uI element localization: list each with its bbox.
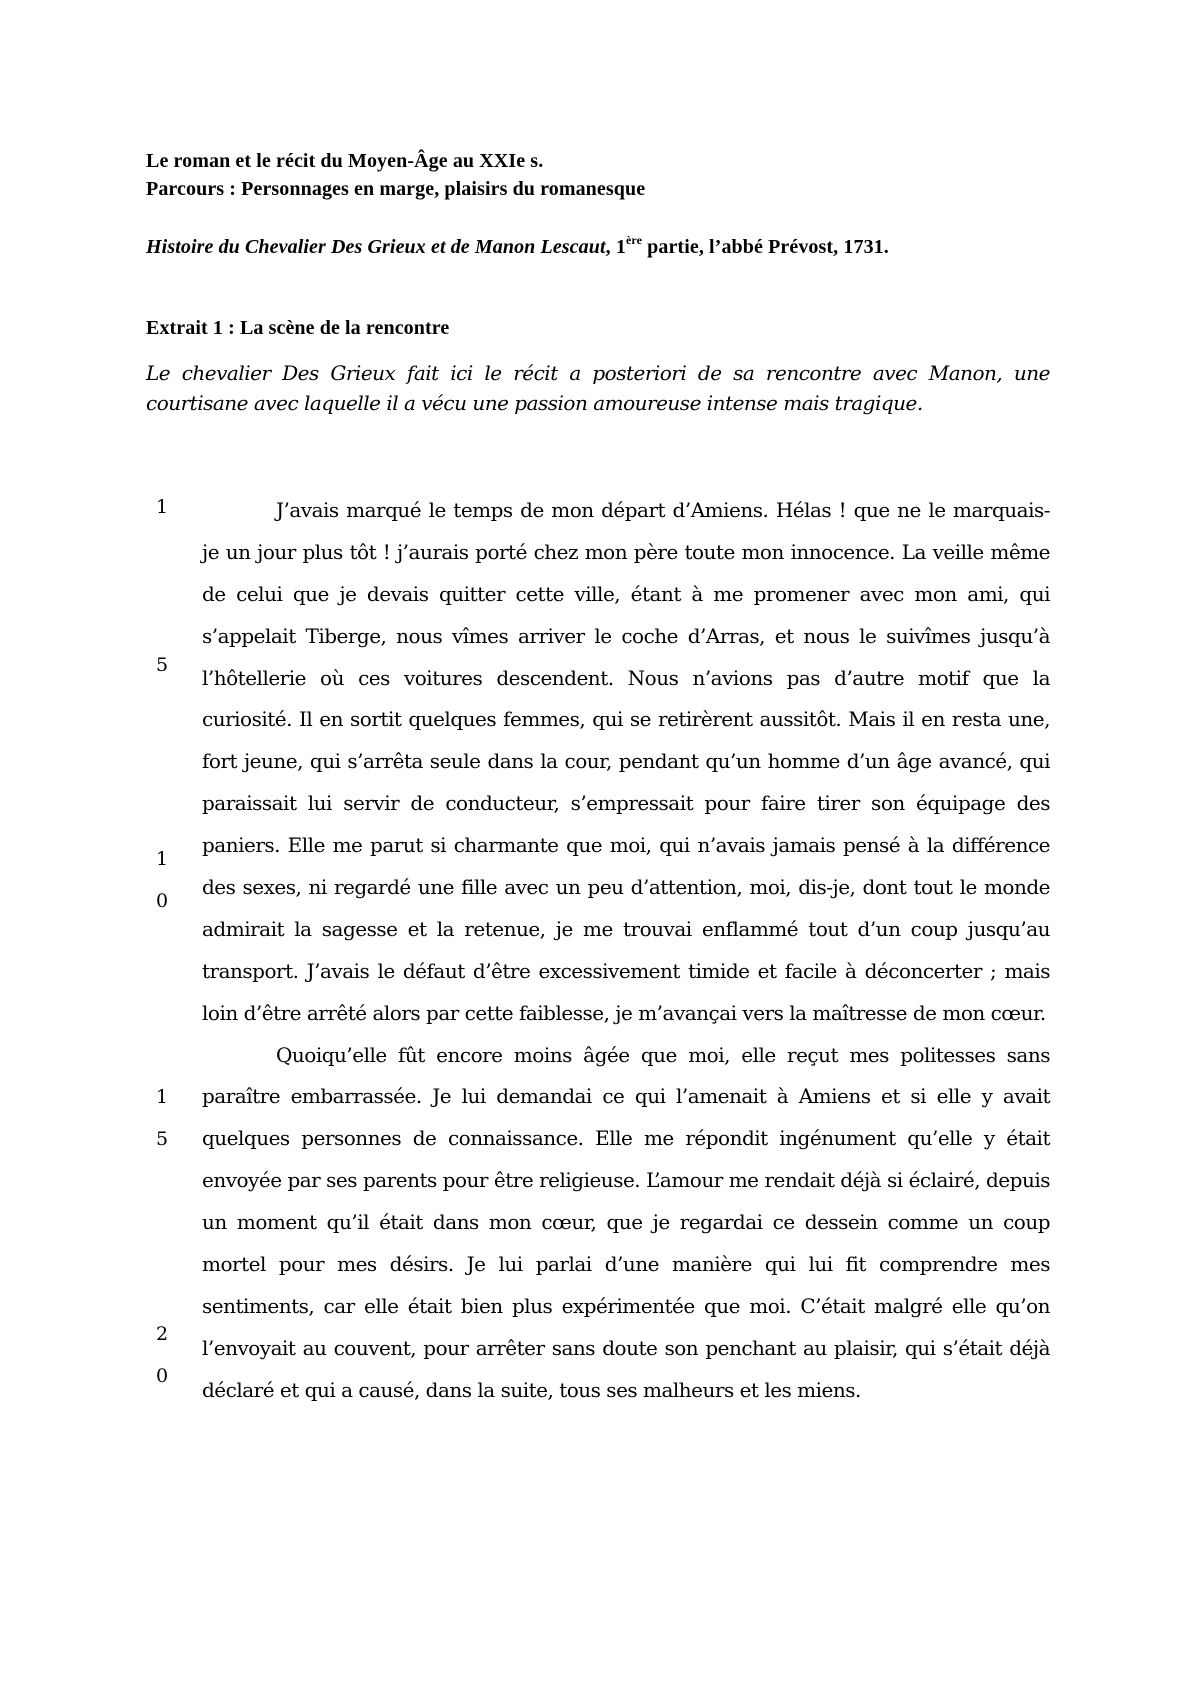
text-line: Quoiqu’elle fût encore moins âgée que moi, elle reçut mes politesses sans (276, 1042, 1050, 1067)
work-title: Histoire du Chevalier Des Grieux et de Manon Lescaut (146, 236, 606, 258)
line-number: 1 (155, 496, 169, 518)
course-title: Le roman et le récit du Moyen-Âge au XXIe s. (146, 150, 544, 172)
line-number: 5 (155, 654, 169, 676)
text-line: mortel pour mes désirs. Je lui parlai d’une manière qui lui fit comprendre mes (202, 1252, 1050, 1277)
line-number: 0 (155, 1365, 169, 1387)
extract-text (202, 490, 1050, 1412)
source-citation (146, 226, 889, 261)
text-line: transport. J’avais le défaut d’être excessivement timide et facile à déconcerter ; mais (202, 958, 1050, 983)
text-line: admirait la sagesse et la retenue, je me trouvai enflammé tout d’un coup jusqu’au (202, 916, 1050, 941)
extract-title: Extrait 1 : La scène de la rencontre (146, 317, 450, 339)
paragraph-1 (202, 490, 1050, 1035)
text-line: s’appelait Tiberge, nous vîmes arriver le coche d’Arras, et nous le suivîmes jusqu’à (202, 623, 1050, 648)
line-number: 2 (155, 1323, 169, 1345)
text-line: je un jour plus tôt ! j’aurais porté chez mon père toute mon innocence. La veille même (202, 539, 1050, 564)
text-line: un moment qu’il était dans mon cœur, que je regardai ce dessein comme un coup (202, 1210, 1050, 1235)
line-number: 0 (155, 890, 169, 912)
text-line: loin d’être arrêté alors par cette faiblesse, je m’avançai vers la maîtresse de mon cœur. (202, 1000, 1046, 1025)
text-line: paraître embarrassée. Je lui demandai ce qui l’amenait à Amiens et si elle y avait (202, 1084, 1050, 1109)
text-line: l’hôtellerie où ces voitures descendent. Nous n’avions pas d’autre motif que la (202, 665, 1050, 690)
text-line: envoyée par ses parents pour être religieuse. L’amour me rendait déjà si éclairé, depuis (202, 1168, 1050, 1193)
extract-introduction: Le chevalier Des Grieux fait ici le récit a posteriori de sa rencontre avec Manon, une courtisane avec laquelle il a vécu une passion amoureuse intense mais tragique. (146, 361, 1050, 415)
text-line: des sexes, ni regardé une fille avec un peu d’attention, moi, dis-je, dont tout le monde (202, 875, 1050, 900)
text-line: l’envoyait au couvent, pour arrêter sans doute son penchant au plaisir, qui s’était déjà (202, 1335, 1050, 1360)
part-number: , 1 (605, 236, 626, 258)
text-line: sentiments, car elle était bien plus expérimentée que moi. C’était malgré elle qu’on (202, 1293, 1050, 1318)
text-line: J’avais marqué le temps de mon départ d’Amiens. Hélas ! que ne le marquais- (276, 498, 1050, 522)
text-line: curiosité. Il en sortit quelques femmes, qui se retirèrent aussitôt. Mais il en resta une, (202, 707, 1050, 732)
line-number: 1 (155, 848, 169, 870)
text-line: quelques personnes de connaissance. Elle me répondit ingénument qu’elle y était (202, 1126, 1050, 1151)
course-path: Parcours : Personnages en marge, plaisirs du romanesque (146, 178, 646, 200)
author-date: partie, l’abbé Prévost, 1731. (642, 236, 889, 258)
line-number: 5 (155, 1128, 169, 1150)
part-superscript: ère (625, 233, 643, 247)
text-line: de celui que je devais quitter cette ville, étant à me promener avec mon ami, qui (202, 581, 1050, 606)
text-line: déclaré et qui a causé, dans la suite, tous ses malheurs et les miens. (202, 1377, 861, 1402)
text-line: fort jeune, qui s’arrêta seule dans la cour, pendant qu’un homme d’un âge avancé, qui (202, 749, 1050, 774)
line-number: 1 (155, 1086, 169, 1108)
paragraph-2 (202, 1035, 1050, 1412)
text-line: paraissait lui servir de conducteur, s’empressait pour faire tirer son équipage des (202, 791, 1050, 816)
text-line: paniers. Elle me parut si charmante que moi, qui n’avais jamais pensé à la différence (202, 833, 1050, 858)
